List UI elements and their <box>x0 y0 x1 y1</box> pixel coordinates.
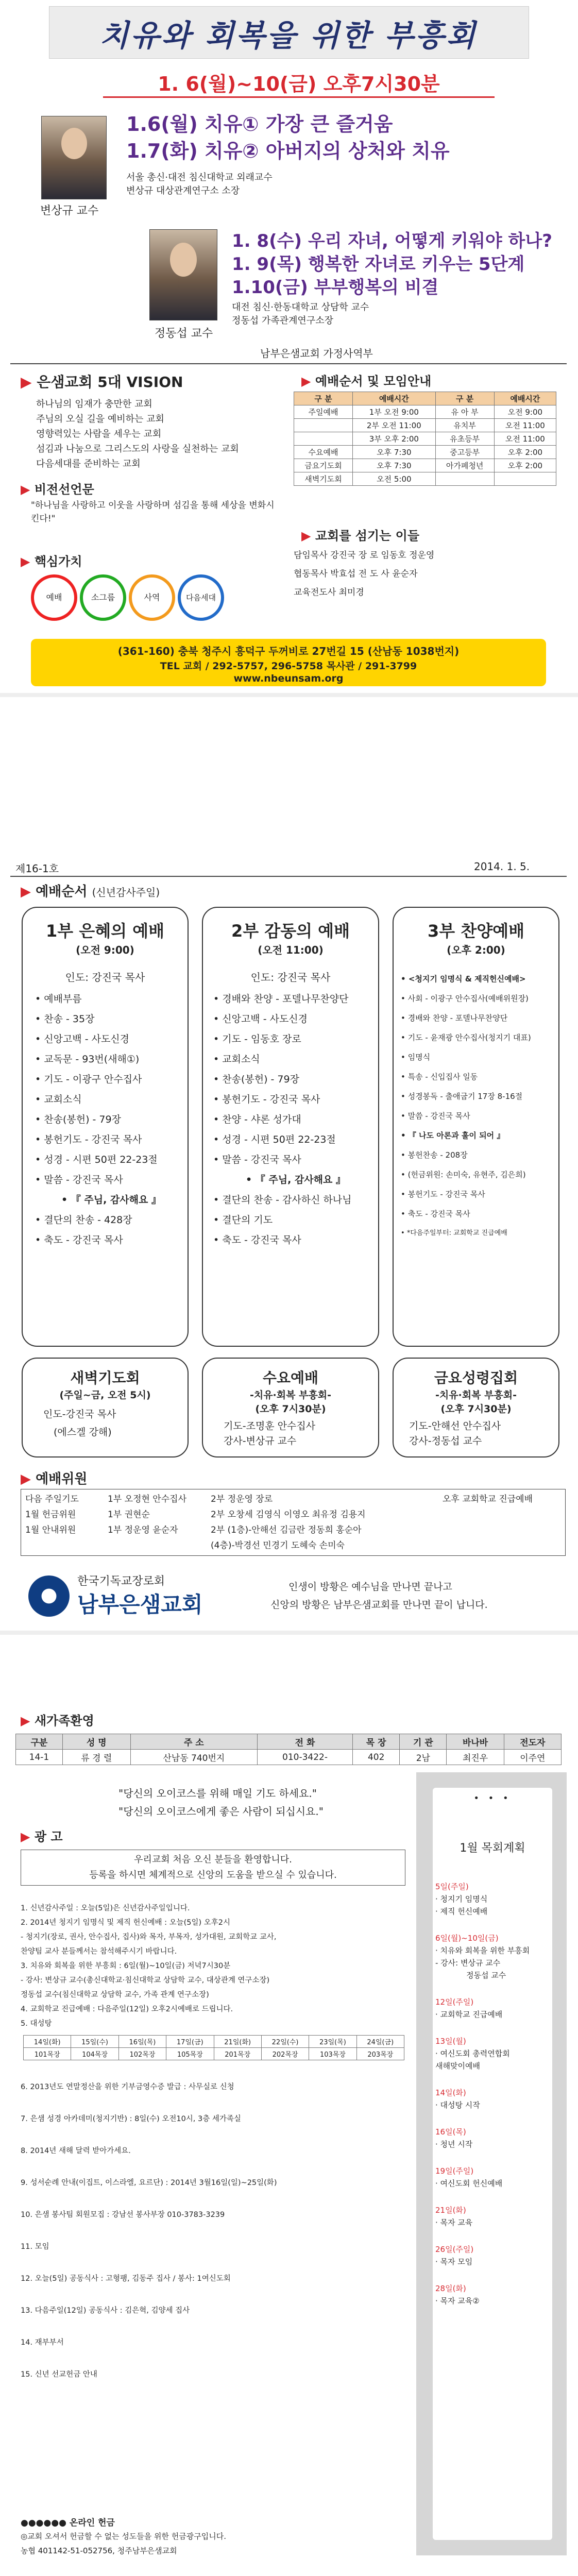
wed-item: 기도-조명훈 안수집사 <box>224 1420 316 1432</box>
speaker1-bio2: 변상규 대상관계연구소 소장 <box>126 185 240 196</box>
committee-table <box>21 1489 566 1556</box>
wed-box <box>202 1358 379 1458</box>
calendar-title: 1월 목회계획 <box>460 1842 525 1855</box>
service2-list <box>213 989 378 1250</box>
bath-date: 14일(화) <box>24 2036 71 2048</box>
calendar-dots: • • • <box>473 1793 512 1804</box>
schedule-cell: 오전 5:00 <box>353 472 436 486</box>
revival-day2: 1.7(화) 치유② 아버지의 상처와 치유 <box>126 140 450 162</box>
revival-day4: 1. 9(목) 행복한 자녀로 키우는 5단계 <box>232 254 525 275</box>
wed-time: (오후 7시30분) <box>255 1403 326 1415</box>
revival-dates: 1. 6(월)~10(금) 오후7시30분 <box>103 68 495 98</box>
list-item: • 『 주님, 감사해요 』 <box>213 1170 378 1190</box>
speaker1-bio1: 서울 총신·대전 침신대학교 외래교수 <box>126 172 273 183</box>
vision-line: 영향력있는 사람을 세우는 교회 <box>36 429 162 439</box>
list-item: • 찬송(봉헌) - 79장 <box>35 1110 188 1130</box>
newcomer-header: 구분 <box>16 1734 63 1750</box>
committee-cell: 2부 (1층)-안해선 김금란 정동희 홍순아 <box>211 1525 362 1535</box>
bath-group: 102목장 <box>118 2048 166 2060</box>
schedule-cell: 오전 11:00 <box>494 419 556 432</box>
list-item: • 성경봉독 - 출애굽기 17장 8-16절 <box>401 1087 558 1106</box>
committee-title: ▶ 예배위원 <box>21 1471 88 1487</box>
calendar-date: 26일(주일) <box>435 2245 474 2254</box>
schedule-cell: 2부 오전 11:00 <box>353 419 436 432</box>
list-item: • 신앙고백 - 사도신경 <box>35 1029 188 1049</box>
vision-line: 주님의 오실 길을 예비하는 교회 <box>36 414 164 425</box>
speaker2-bio2: 정동섭 가족관계연구소장 <box>232 315 333 326</box>
bath-group: 103목장 <box>309 2048 356 2060</box>
schedule-cell: 오후 7:30 <box>353 446 436 459</box>
committee-cell: 1월 안내위원 <box>25 1525 76 1535</box>
list-item: • (헌금위원: 손미숙, 유현주, 김은희) <box>401 1165 558 1184</box>
calendar-item: · 목자 교육② <box>435 2296 480 2306</box>
fri-box <box>393 1358 559 1458</box>
committee-cell: 2부 정운영 장로 <box>211 1494 273 1504</box>
revival-day3: 1. 8(수) 우리 자녀, 어떻게 키워야 하나? <box>232 231 552 251</box>
schedule-cell: 새벽기도회 <box>294 472 353 486</box>
service1-box <box>22 907 189 1347</box>
schedule-title: ▶ 예배순서 및 모임안내 <box>301 374 432 388</box>
service1-leader: 인도: 강진국 목사 <box>65 971 145 984</box>
newcomer-header: 목 장 <box>353 1734 400 1750</box>
service1-title: 1부 은혜의 예배 <box>45 921 165 941</box>
schedule-cell: 수요예배 <box>294 446 353 459</box>
list-item: • 기도 - 임동호 장로 <box>213 1029 378 1049</box>
calendar-date: 5일(주일) <box>435 1882 469 1891</box>
list-item: • 축도 - 강진국 목사 <box>401 1204 558 1224</box>
calendar-date: 14일(화) <box>435 2088 466 2097</box>
schedule-header: 구 분 <box>294 392 353 405</box>
notice-item: - 청지기(장로, 권사, 안수집사, 집사)와 목자, 부목자, 성가대원, 교회학교 교사, <box>21 1933 277 1941</box>
list-item: • 임명식 <box>401 1047 558 1067</box>
servants-list <box>294 546 434 602</box>
notice-item: 찬양팀 교사 분들께서는 참석해주시기 바랍니다. <box>21 1947 177 1956</box>
list-item: • 봉헌기도 - 강진국 목사 <box>401 1184 558 1204</box>
bath-date: 15일(수) <box>71 2036 118 2048</box>
list-item: • 특송 - 신입집사 일동 <box>401 1067 558 1087</box>
list-item: • *다음주일부터: 교회학교 진급예배 <box>401 1224 558 1243</box>
vision-line: 섬김과 나눔으로 그리스도의 사랑을 실천하는 교회 <box>36 444 239 454</box>
schedule-header: 예배시간 <box>494 392 556 405</box>
committee-cell: (4층)-박경선 민경기 도혜숙 손미숙 <box>211 1540 345 1551</box>
newcomer-header: 바나바 <box>447 1734 504 1750</box>
schedule-header: 예배시간 <box>353 392 436 405</box>
committee-cell: 2부 오창세 김영식 이영오 최유정 김용지 <box>211 1510 366 1520</box>
vision-title: ▶ 은샘교회 5대 VISION <box>21 374 183 391</box>
online-offering-title: ●●●●●● 온라인 헌금 <box>21 2518 115 2528</box>
calendar-item: · 목자 모임 <box>435 2257 473 2266</box>
fri-title: 금요성령집회 <box>434 1369 518 1386</box>
list-item: • 신앙고백 - 사도신경 <box>213 1009 378 1029</box>
notice-item: 13. 다음주일(12일) 공동식사 : 김은혁, 김양세 집사 <box>21 2307 190 2315</box>
list-item: • 성경 - 시편 50편 22-23절 <box>213 1130 378 1150</box>
revival-title: 치유와 회복을 위한 부흥회 <box>99 18 478 53</box>
bath-table <box>23 2035 404 2060</box>
bath-group: 105목장 <box>166 2048 214 2060</box>
denomination: 한국기독교장로회 <box>77 1575 165 1588</box>
service2-time: (오전 11:00) <box>258 944 324 956</box>
bath-date: 23일(목) <box>309 2036 356 2048</box>
notice-list-2 <box>21 2071 407 2391</box>
calendar-date: 13일(월) <box>435 2037 466 2046</box>
bath-date: 24일(금) <box>356 2036 404 2048</box>
speaker1-photo <box>41 116 107 199</box>
online-offering-line2: 농협 401142-51-052756, 청주남부은샘교회 <box>21 2546 177 2555</box>
notice-list <box>21 1901 407 2031</box>
speaker2-name: 정동섭 교수 <box>155 327 213 340</box>
bath-group: 203목장 <box>356 2048 404 2060</box>
newcomer-header: 성 명 <box>62 1734 130 1750</box>
newcomer-header: 주 소 <box>130 1734 257 1750</box>
notice-item: 4. 교회학교 진급예배 : 다음주일(12일) 오후2시예배로 드립니다. <box>21 2005 233 2013</box>
list-item: • 말씀 - 강진국 목사 <box>35 1170 188 1190</box>
list-item: • 예배부름 <box>35 989 188 1009</box>
service1-list <box>35 989 188 1250</box>
notice-item: 정동섭 교수(침신대학교 상담학 교수, 가족 관계 연구소장) <box>21 1991 209 1999</box>
committee-cell: 1부 정운영 윤순자 <box>108 1525 178 1535</box>
committee-cell: 오후 교회학교 진급예배 <box>443 1494 533 1504</box>
bath-date: 17일(금) <box>166 2036 214 2048</box>
servants-line: 교육전도사 최미경 <box>294 587 364 598</box>
mission-title: ▶ 비전선언문 <box>21 482 94 497</box>
schedule-cell: 3부 오후 2:00 <box>353 432 436 446</box>
welcome-line2: "당신의 오이코스에게 좋은 사람이 되십시요." <box>118 1805 324 1818</box>
list-item: • 교회소식 <box>213 1049 378 1070</box>
fri-item: 기도-안해선 안수집사 <box>409 1420 501 1432</box>
online-offering-line1: ◎교회 오셔서 헌금할 수 없는 성도들을 위한 헌금광구입니다. <box>21 2532 226 2541</box>
servants-title: ▶ 교회를 섬기는 이들 <box>301 529 420 543</box>
notice-item: 8. 2014년 새해 달력 받아가세요. <box>21 2147 131 2155</box>
speaker2-bio1: 대전 침신·한동대학교 상담학 교수 <box>232 302 369 313</box>
list-item: • <청지기 임명식 & 제직헌신예배> <box>401 969 558 989</box>
core-icon-3: 사역 <box>129 574 175 621</box>
dawn-title: 새벽기도회 <box>70 1369 140 1386</box>
notice-item: 6. 2013년도 연말정산을 위한 기부금영수증 발급 : 사무실로 신청 <box>21 2083 234 2091</box>
address-line1: (361-160) 충북 청주시 흥덕구 두꺼비로 27번길 15 (산남동 1038번지) <box>117 645 460 657</box>
list-item: • 찬양 - 샤론 성가대 <box>213 1110 378 1130</box>
bath-date: 22일(수) <box>261 2036 309 2048</box>
list-item: • 말씀 - 강진국 목사 <box>213 1150 378 1170</box>
notice-intro-1: 우리교회 처음 오신 분들을 환영합니다. <box>134 1854 292 1865</box>
core-icon-4: 다음세대 <box>178 574 224 621</box>
revival-day1: 1.6(월) 치유① 가장 큰 즐거움 <box>126 113 393 135</box>
schedule-cell: 중고등부 <box>435 446 494 459</box>
service3-box <box>393 907 559 1347</box>
list-item: • 사회 - 이광구 안수집사(예배위원장) <box>401 989 558 1008</box>
notice-item: 14. 재부부서 <box>21 2338 64 2347</box>
bath-group: 202목장 <box>261 2048 309 2060</box>
bath-date: 16일(목) <box>118 2036 166 2048</box>
newcomer-title: ▶ 새가족환영 <box>21 1714 94 1728</box>
calendar-date: 16일(목) <box>435 2127 466 2137</box>
fri-item: 강사-정동섭 교수 <box>409 1435 482 1447</box>
calendar-date: 28일(화) <box>435 2284 466 2293</box>
calendar-date: 21일(화) <box>435 2206 466 2215</box>
order-title: ▶ 예배순서 (신년감사주일) <box>21 884 160 900</box>
bath-group: 104목장 <box>71 2048 118 2060</box>
newcomer-cell: 류 경 렬 <box>62 1750 130 1765</box>
schedule-header: 구 분 <box>435 392 494 405</box>
calendar-item: · 여신도회 헌신예배 <box>435 2179 503 2188</box>
issue-number: 제16-1호 <box>15 862 59 875</box>
schedule-cell: 주일예배 <box>294 405 353 419</box>
notice-item: 7. 은샘 성경 아카데미(청지기반) : 8일(수) 오전10시, 3층 세가족실 <box>21 2115 241 2123</box>
bath-group: 201목장 <box>214 2048 261 2060</box>
committee-cell: 1월 헌금위원 <box>25 1510 76 1520</box>
newcomer-cell: 402 <box>353 1750 400 1765</box>
list-item: • 『 주님, 감사해요 』 <box>35 1190 188 1210</box>
newcomer-cell: 2남 <box>400 1750 447 1765</box>
list-item: • 교회소식 <box>35 1090 188 1110</box>
calendar-item: · 청년 시작 <box>435 2140 473 2149</box>
service2-leader: 인도: 강진국 목사 <box>250 971 331 984</box>
wed-sub: -치유·회복 부흥회- <box>249 1389 332 1401</box>
revival-host: 남부은샘교회 가정사역부 <box>260 347 373 360</box>
schedule-cell: 오후 2:00 <box>494 446 556 459</box>
list-item: • 결단의 찬송 - 428장 <box>35 1210 188 1230</box>
vision-line: 다음세대를 준비하는 교회 <box>36 459 141 469</box>
schedule-cell <box>494 472 556 486</box>
servants-line: 담임목사 강진국 장 로 임동호 정운영 <box>294 550 435 561</box>
schedule-cell: 오전 11:00 <box>494 432 556 446</box>
list-item: • 축도 - 강진국 목사 <box>213 1230 378 1250</box>
notice-item: 11. 모임 <box>21 2243 49 2251</box>
calendar-item: · 제직 헌신예배 <box>435 1907 488 1916</box>
newcomer-cell: 14-1 <box>16 1750 63 1765</box>
wed-title: 수요예배 <box>262 1369 319 1386</box>
list-item: • 봉헌찬송 - 208장 <box>401 1145 558 1165</box>
speaker1-name: 변상규 교수 <box>40 205 99 217</box>
revival-day5: 1.10(금) 부부행복의 비결 <box>232 277 439 298</box>
welcome-line1: "당신의 오이코스를 위해 매일 기도 하세요." <box>118 1787 317 1800</box>
calendar-item: · 대성탕 시작 <box>435 2100 480 2110</box>
mission-text: "하나님을 사랑하고 이웃을 사랑하며 섬김을 통해 세상을 변화시킨다!" <box>31 500 275 524</box>
church-name: 남부은샘교회 <box>77 1592 203 1617</box>
vision-list <box>36 397 239 471</box>
schedule-cell: 유 아 부 <box>435 405 494 419</box>
notice-title: ▶ 광 고 <box>21 1829 63 1844</box>
core-icon-2: 소그룹 <box>80 574 126 621</box>
newcomer-header: 전도자 <box>504 1734 561 1750</box>
slogan-1: 인생이 방황은 예수님을 만나면 끝나고 <box>288 1581 452 1592</box>
list-item: • 말씀 - 강진국 목사 <box>401 1106 558 1126</box>
schedule-cell: 유초등부 <box>435 432 494 446</box>
notice-item: 1. 신년감사주일 : 오늘(5일)은 신년감사주일입니다. <box>21 1904 190 1912</box>
list-item: • 결단의 찬송 - 감사하신 하나님 <box>213 1190 378 1210</box>
notice-item: - 강사: 변상규 교수(총신대학교·침신대학교 상담학 교수, 대상관계 연구소장) <box>21 1976 270 1985</box>
calendar-item: · 청지기 임명식 <box>435 1894 488 1904</box>
list-item: • 결단의 기도 <box>213 1210 378 1230</box>
schedule-cell: 오후 2:00 <box>494 459 556 472</box>
service3-time: (오후 2:00) <box>447 944 505 956</box>
calendar-date: 12일(주일) <box>435 1997 474 2007</box>
notice-item: 15. 신년 선교헌금 안내 <box>21 2370 97 2379</box>
schedule-cell: 금요기도회 <box>294 459 353 472</box>
calendar-date: 6일(월)~10일(금) <box>435 1934 499 1943</box>
service3-title: 3부 찬양예배 <box>428 921 524 941</box>
servants-line: 협동목사 박효섭 전 도 사 윤순자 <box>294 569 418 579</box>
notice-item: 9. 성서순례 안내(이집트, 이스라엘, 요르단) : 2014년 3월16일(일)~25일(화) <box>21 2179 277 2187</box>
newcomer-header: 전 화 <box>257 1734 352 1750</box>
speaker2-photo <box>149 229 217 320</box>
list-item: • 기도 - 이광구 안수집사 <box>35 1070 188 1090</box>
schedule-table <box>294 392 556 486</box>
notice-item: 3. 치유와 회복을 위한 부흥회 : 6일(월)~10일(금) 저녁7시30분 <box>21 1962 231 1970</box>
wed-item: 강사-변상규 교수 <box>224 1435 297 1447</box>
church-logo-mark <box>28 1575 70 1617</box>
service2-box <box>202 907 379 1347</box>
newcomer-table <box>15 1734 562 1765</box>
service1-time: (오전 9:00) <box>76 944 134 956</box>
address-line2: TEL 교회 / 292-5757, 296-5758 목사관 / 291-3799 <box>160 660 417 672</box>
calendar-item: 정동섭 교수 <box>466 1971 506 1980</box>
notice-item: 12. 오늘(5일) 공동식사 : 고형팽, 김동주 집사 / 봉사: 1여신도회 <box>21 2275 231 2283</box>
newcomer-cell: 010-3422- <box>257 1750 352 1765</box>
issue-date: 2014. 1. 5. <box>474 860 530 873</box>
schedule-cell <box>435 472 494 486</box>
schedule-cell: 유치부 <box>435 419 494 432</box>
bath-group: 101목장 <box>24 2048 71 2060</box>
calendar-item: · 목자 교육 <box>435 2218 473 2227</box>
dawn-leader: 인도-강진국 목사 <box>43 1409 116 1420</box>
vision-line: 하나님의 임재가 충만한 교회 <box>36 399 152 410</box>
dawn-time: (주일~금, 오전 5시) <box>59 1389 151 1401</box>
service2-title: 2부 감동의 예배 <box>231 921 350 941</box>
slogan-2: 신앙의 방황은 남부은샘교회를 만나면 끝이 납니다. <box>270 1599 488 1611</box>
calendar-item: · 치유와 회복을 위한 부흥회 <box>435 1946 530 1955</box>
notice-intro-2: 등록을 하시면 체계적으로 신앙의 도움을 받으실 수 있습니다. <box>89 1870 337 1880</box>
list-item: • 경배와 찬양 - 포델나무찬양단 <box>401 1008 558 1028</box>
list-item: • 봉헌기도 - 강진국 목사 <box>35 1130 188 1150</box>
schedule-cell: 아가페청년 <box>435 459 494 472</box>
newcomer-cell: 최진우 <box>447 1750 504 1765</box>
service3-list <box>401 969 558 1243</box>
list-item: • 경배와 찬양 - 포델나무찬양단 <box>213 989 378 1009</box>
calendar-item: - 강사: 변상규 교수 <box>435 1958 501 1968</box>
list-item: • 『 나도 아론과 훌이 되어 』 <box>401 1126 558 1145</box>
newcomer-header: 기 관 <box>400 1734 447 1750</box>
committee-cell: 다음 주일기도 <box>25 1494 79 1504</box>
address-web[interactable]: www.nbeunsam.org <box>233 673 344 684</box>
newcomer-cell: 산남동 740번지 <box>130 1750 257 1765</box>
core-title: ▶ 핵심가치 <box>21 554 82 569</box>
fri-sub: -치유·회복 부흥회- <box>435 1389 517 1401</box>
calendar-item: 새해맞이예배 <box>435 2061 480 2071</box>
committee-cell: 1부 오정현 안수집사 <box>108 1494 186 1504</box>
list-item: • 찬송 - 35장 <box>35 1009 188 1029</box>
notice-item: 10. 은샘 봉사팀 회원모집 : 강남선 봉사부장 010-3783-3239 <box>21 2211 225 2219</box>
list-item: • 봉헌기도 - 강진국 목사 <box>213 1090 378 1110</box>
schedule-cell <box>294 432 353 446</box>
core-icon-1: 예배 <box>31 574 77 621</box>
schedule-cell: 1부 오전 9:00 <box>353 405 436 419</box>
notice-intro <box>21 1850 405 1886</box>
dawn-note: (에스겔 강해) <box>54 1427 112 1438</box>
dawn-box <box>22 1358 189 1458</box>
calendar-list <box>435 1880 550 2321</box>
list-item: • 찬송(봉헌) - 79장 <box>213 1070 378 1090</box>
list-item: • 축도 - 강진국 목사 <box>35 1230 188 1250</box>
schedule-cell: 오후 7:30 <box>353 459 436 472</box>
list-item: • 교독문 - 93번(새해①) <box>35 1049 188 1070</box>
fri-time: (오후 7시30분) <box>440 1403 512 1415</box>
calendar-item: · 여신도회 총력연합회 <box>435 2049 510 2058</box>
bath-date: 21일(화) <box>214 2036 261 2048</box>
schedule-cell <box>294 419 353 432</box>
committee-cell: 1부 권현순 <box>108 1510 150 1520</box>
schedule-cell: 오전 9:00 <box>494 405 556 419</box>
list-item: • 성경 - 시편 50편 22-23절 <box>35 1150 188 1170</box>
calendar-date: 19일(주일) <box>435 2166 474 2176</box>
calendar-item: · 교회학교 진급예배 <box>435 2010 503 2019</box>
notice-item: 5. 대성탕 <box>21 2020 52 2028</box>
list-item: • 기도 - 윤재광 안수집사(청지기 대표) <box>401 1028 558 1047</box>
notice-item: 2. 2014년 청지기 임명식 및 제직 헌신예배 : 오늘(5일) 오후2시 <box>21 1919 231 1927</box>
newcomer-cell: 이주연 <box>504 1750 561 1765</box>
